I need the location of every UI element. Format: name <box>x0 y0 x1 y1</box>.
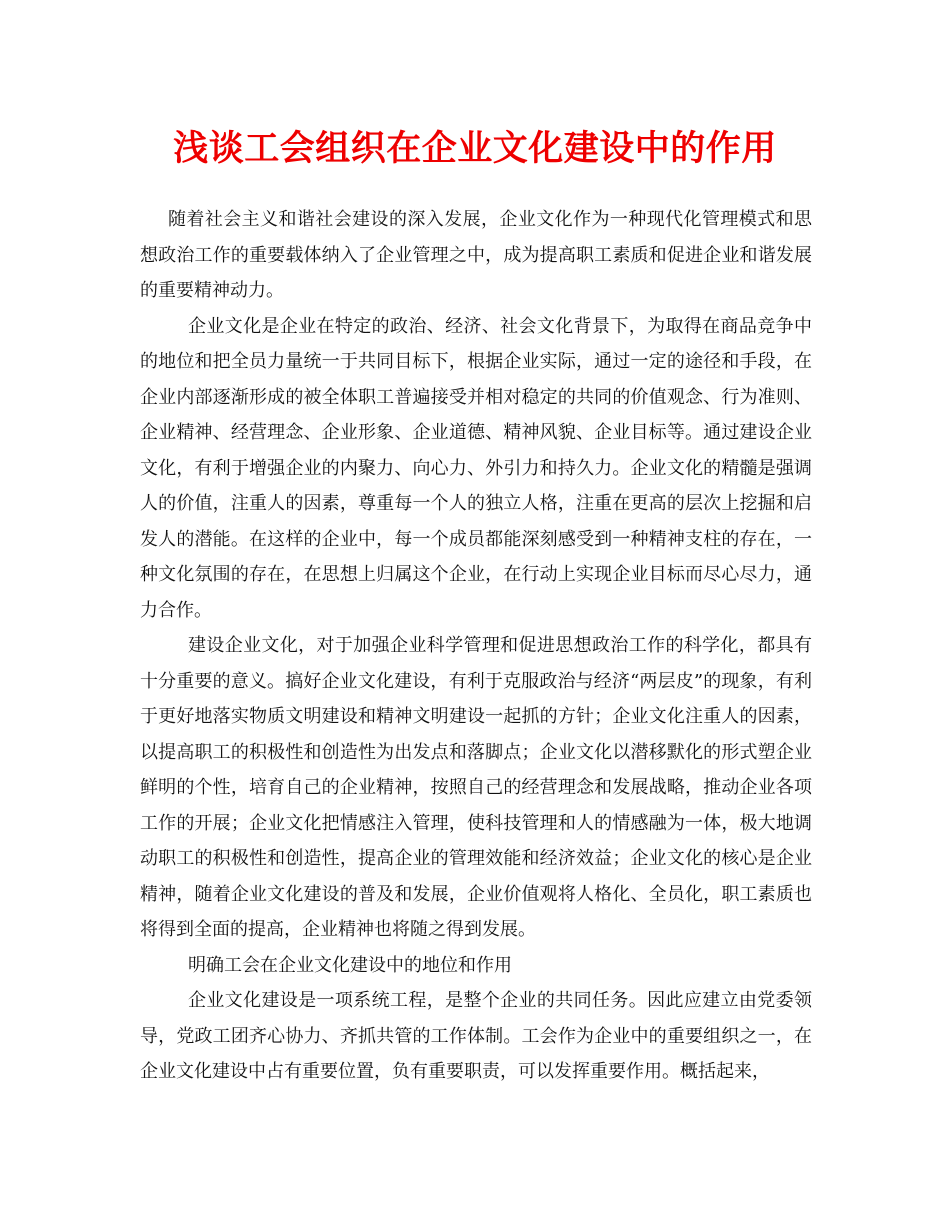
paragraph-union-role: 企业文化建设是一项系统工程，是整个企业的共同任务。因此应建立由党委领导，党政工团齐心协力、齐抓共管的工作体制。工会作为企业中的重要组织之一，在企业文化建设中占有重要位置，负有重要职责，可以发挥重要作用。概括起来， <box>140 990 812 1082</box>
document-title: 浅谈工会组织在企业文化建设中的作用 <box>173 128 777 169</box>
paragraph-significance: 建设企业文化，对于加强企业科学管理和促进思想政治工作的科学化，都具有十分重要的意义。搞好企业文化建设，有利于克服政治与经济“两层皮”的现象，有利于更好地落实物质文明建设和精神文明建设一起抓的方针；企业文化注重人的因素，以提高职工的积极性和创造性为出发点和落脚点；企业文化以潜移默化的形式塑企业鲜明的个性，培育自己的企业精神，按照自己的经营理念和发展战略，推动企业各项工作的开展；企业文化把情感注入管理，使科技管理和人的情感融为一体，极大地调动职工的积极性和创造性，提高企业的管理效能和经济效益；企业文化的核心是企业精神，随着企业文化建设的普及和发展，企业价值观将人格化、全员化，职工素质也将得到全面的提高，企业精神也将随之得到发展。 <box>140 635 812 940</box>
paragraph-definition: 企业文化是企业在特定的政治、经济、社会文化背景下，为取得在商品竞争中的地位和把全员力量统一于共同目标下，根据企业实际，通过一定的途径和手段，在企业内部逐渐形成的被全体职工普遍接受并相对稳定的共同的价值观念、行为准则、企业精神、经营理念、企业形象、企业道德、精神风貌、企业目标等。通过建设企业文化，有利于增强企业的内聚力、向心力、外引力和持久力。企业文化的精髓是强调人的价值，注重人的因素，尊重每一个人的独立人格，注重在更高的层次上挖掘和启发人的潜能。在这样的企业中，每一个成员都能深刻感受到一种精神支柱的存在，一种文化氛围的存在，在思想上归属这个企业，在行动上实现企业目标而尽心尽力，通力合作。 <box>140 315 812 621</box>
section-heading: 明确工会在企业文化建设中的地位和作用 <box>188 954 512 976</box>
document-body <box>140 202 812 1090</box>
paragraph-intro: 随着社会主义和谐社会建设的深入发展，企业文化作为一种现代化管理模式和思想政治工作的重要载体纳入了企业管理之中，成为提高职工素质和促进企业和谐发展的重要精神动力。 <box>140 209 812 301</box>
